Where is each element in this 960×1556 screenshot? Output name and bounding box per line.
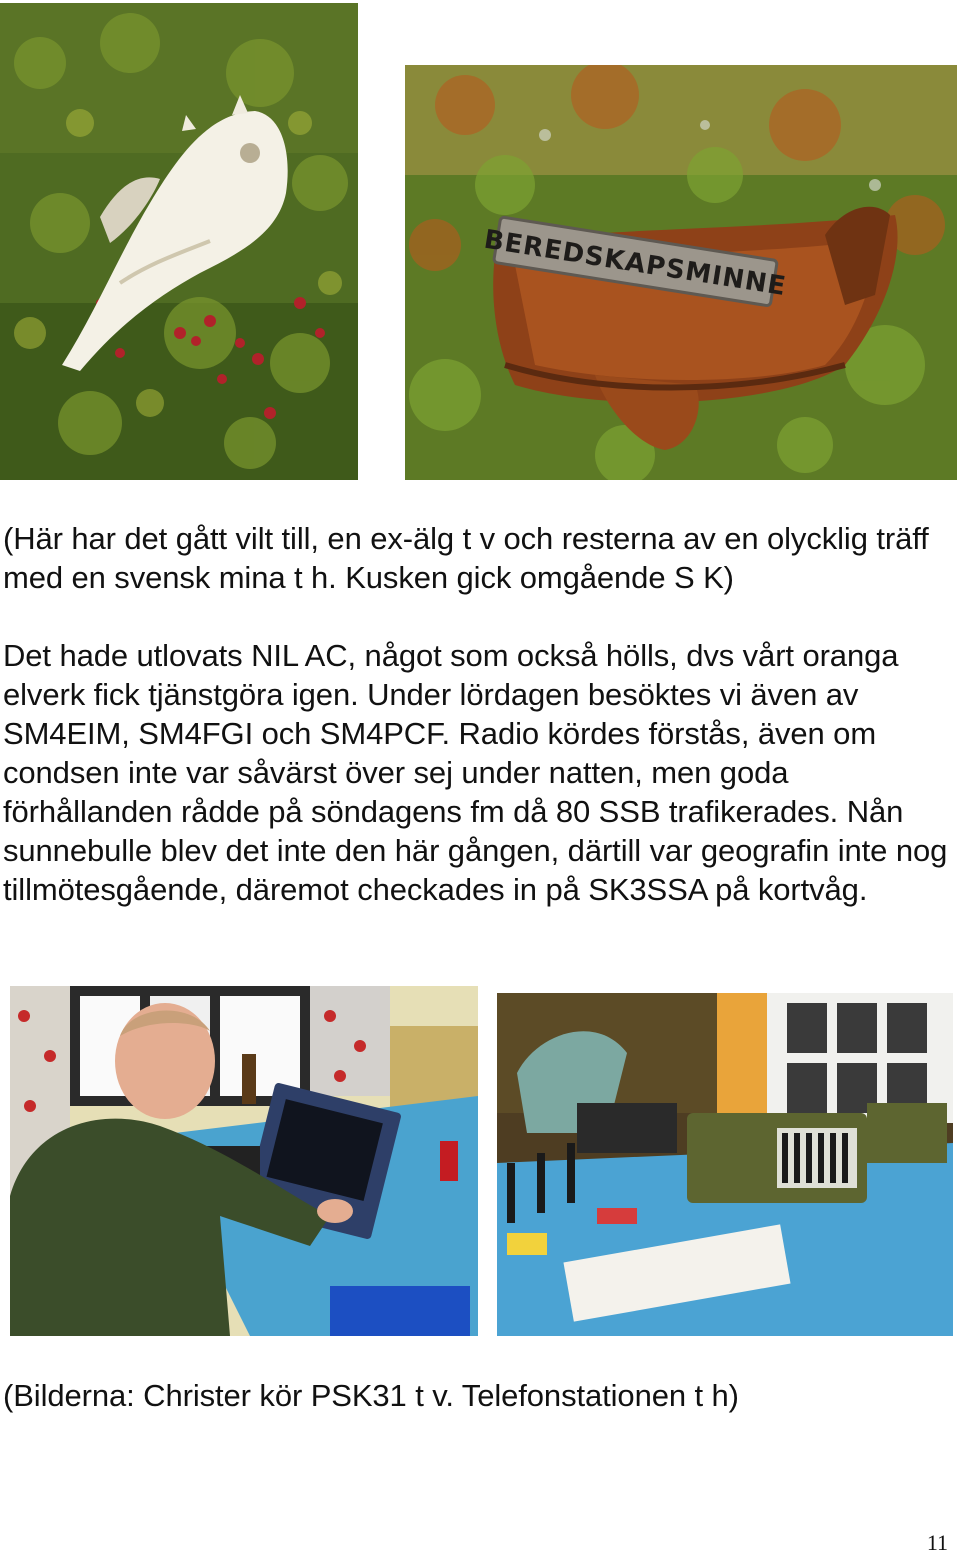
page-number: 11 bbox=[926, 1530, 948, 1555]
caption-bottom: (Bilderna: Christer kör PSK31 t v. Telefonstationen t h) bbox=[3, 1378, 739, 1413]
photo-telephone-station bbox=[497, 993, 953, 1336]
svg-text:BEREDSKAPSMINNE: BEREDSKAPSMINNE bbox=[481, 224, 789, 303]
caption-bottom-block bbox=[3, 1376, 953, 1415]
photo-moose-skull bbox=[0, 3, 358, 480]
caption-top-block bbox=[3, 519, 953, 597]
body-text-block bbox=[3, 636, 953, 909]
photo-psk31-operator bbox=[10, 986, 478, 1336]
caption-top: (Här har det gått vilt till, en ex-älg t v och resterna av en olycklig träff med en svensk mina t h. Kusken gick omgående S K) bbox=[3, 521, 929, 595]
body-paragraph: Det hade utlovats NIL AC, något som också hölls, dvs vårt oranga elverk fick tjänstgöra igen. Under lördagen besöktes vi även av SM4EIM, SM4FGI och SM4PCF. Radio kördes förstås, även om condsen inte var såvärst över sej under natten, men goda förhållanden rådde på söndagens fm då 80 SSB trafikerades. Nån sunnebulle blev det inte den här gången, därtill var geografin inte nog tillmötesgående, däremot checkades in på SK3SSA på kortvåg. bbox=[3, 638, 948, 907]
photo-beredskapsminne bbox=[405, 65, 957, 480]
field-telephone-unit bbox=[687, 1113, 867, 1203]
